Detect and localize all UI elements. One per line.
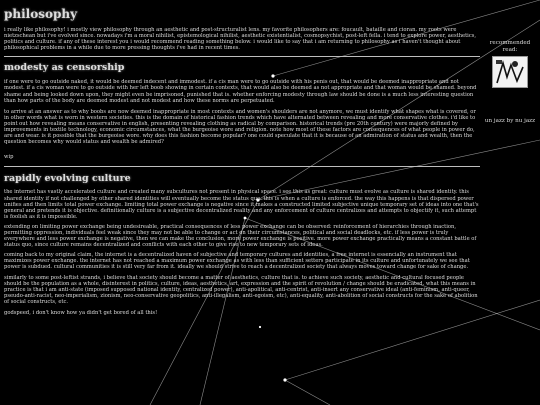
section-paragraph: to arrive at an answer as to why boobs are now deemed inappropriate in most contexts and women's shoulders are not anymore, we must identify what shapes what is covered, or in other words what is worn in western societies. this is the domain of historical fashion trends which have alternated between revealing and more conservative clothes. i'd like to point out how revealing means conservative in english, presenting revealing clothing as radical by comparison. historical trends (pre 20th century) were majorly defined by improvements in textile technology, economic circumstances, what the burgeoise wore and religion. note how most of these factors are consequences of what people in power do, are and wear. is it possible that the burgeoise wore. why does this fashion become popular? one could speculate that it is because of an admiration of status and wealth, then the question becomes why would status and wealth be admired?: [4, 108, 476, 146]
page-title: philosophy: [4, 7, 78, 21]
section-paragraph: godspeed, i don't know how ya didn't get bored of all this!: [4, 310, 158, 316]
album-caption[interactable]: un jazz by nu jazz: [484, 118, 536, 124]
divider: [4, 166, 480, 167]
section-paragraph: similarly to some post-leftist strands, i believe that society should become a matter of aesthetics, culture that is. to achieve such society, aesthetic and cultural focused people should be the population as a whole, disinterest in politics, culture, ideas, aesthetics, art, expression and the spirit of revolution / change should be eradicated. what this means in practice is that i am anti-state (imposed supposed national identity, centralized power), anti-apolitical, anti-centrist, anti-insert any conservative ideal (anti-feminism, anti-queer, pseudo-anti-racist, neo-imperialism, zionism, neo-conservative geopolitics, anti-illegalism, anti-egoism, etc), anti-equality, anti-abolition of social constructs for the sake of abolition of social constructs, etc.: [4, 274, 478, 305]
divider: [4, 56, 480, 57]
album-cover-image[interactable]: [492, 56, 528, 88]
section-paragraph: wip: [4, 154, 14, 161]
sidebar-recommendation: [482, 40, 538, 125]
recommended-label: recommended read:: [489, 40, 531, 53]
album-art-icon: [493, 57, 527, 87]
main-content: [4, 0, 480, 316]
section-paragraph: if one were to go outside naked, it would be deemed indecent and immodest. if a cis man were to go outside with his penis out, that would be deemed inappropriate and not modest. if a cis woman were to go outside with her left boob showing in certain contexts, that would also be deemed as not appropriate and that woman would be shamed. beyond shame and being looked down upon, they might even be imprisoned, punished that is. whether enforcing modesty through law should be done is a much less interesting question than how parts of the body are deemed modest and not modest and how these norms are perpetuated.: [4, 79, 477, 104]
intro-paragraph: i really like philosophy! i mostly view philosophy through an aesthetic and post-structuralist lens. my favorite philosophers are: foucault, bataille and cioran. my roots were nietzschean but i've evolved since. nowadays i'm a moral nihilist, epistemological nihilist, aesthetic existentialist, cosmopsychist, post-left fella. i tend to explore power, aesthetics, politics and culture. if any of these interest you i would recommend reading something below. i would like to say that i am returning to philosophy as i haven't thought about philosophical problems in a while due to more pressing thoughts i've had in recent times.: [4, 27, 477, 52]
section-paragraph: coming back to my original claim, the internet is a decentralized haven of subjective and temporary cultures and identities, a free internet is essencially an instrument that maximizes power exchange. the internet has not reached a maximum power exchange as with less than sufficient setters participate in its culture and unfortunately we see that power is subdued. cultural communities it is still very far from it. ideally we should strive to reach a decentralized society that always moves toward change for sake of change.: [4, 252, 470, 271]
section-paragraph: the internet has vastly accelerated culture and created many subcultures not present in physical space. i see this as great: culture must evolve as culture is shared identity. this shared identity if not challenged by other shared identities will eventually become the status quo. this is when a culture is enforced. the way this happens is that dispersed power unifies and then limits total power exchange. limiting total power exchange is negative since it makes a constructed limited subjective unique temporary set of ideas into one that's general and pretends it is objective. definitionally culture is a subjective decentralized reality and any enforcement of culture centralizes and attempts to objectify it, such attempt is foolish as it is impossible.: [4, 189, 479, 220]
section-title: rapidly evolving culture: [4, 173, 131, 185]
section-paragraph: extending on limiting power exchange being undesireable, practical consequences of less power exchange can be observed: reinforcement of hierarchies through inaction, permitting oppression, individuals feel weak since they may not be able to change or act on their circumstances, political and social deadlocks, etc. if less power is truly everywhere and less power exchange is negative, then we can make the conclusion, more power exchange is positive. more power exchange practically means a constant battle of status quo, since culture remains decentralized and conflicts with each other to give rise to new temporary sets of ideas.: [4, 223, 477, 249]
section-title: modesty as censorship: [4, 62, 125, 74]
